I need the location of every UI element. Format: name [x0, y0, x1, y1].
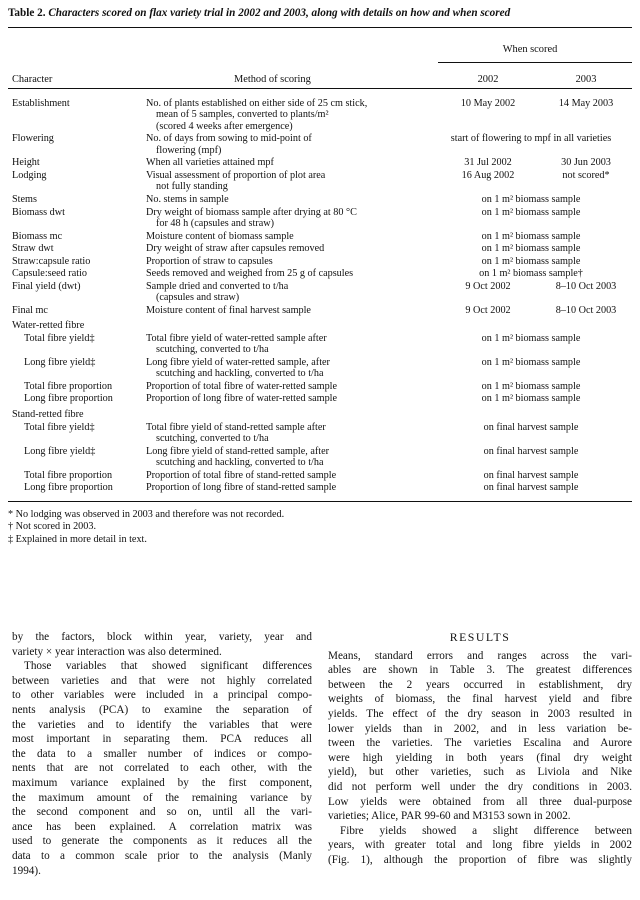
method-line: No. stems in sample — [146, 194, 229, 205]
right-text-line: lower yields than in 2002, and in less variation be- — [328, 722, 632, 735]
left-text-line: used to generate the components as it reduces all the — [12, 835, 312, 848]
right-text-line: were high yielding in both years (final dry weight — [328, 751, 632, 764]
row-method — [146, 393, 337, 404]
left-text-line: nents that are not correlated to each other, with the — [12, 762, 312, 775]
table-label: Table 2. — [8, 7, 46, 19]
method-line: Visual assessment of proportion of plot area — [146, 170, 326, 181]
row-character: Final yield (dwt) — [12, 281, 81, 292]
method-line: Total fibre yield of stand-retted sample after — [146, 421, 326, 433]
method-line: scutching and hackling, converted to t/ha — [156, 367, 324, 379]
right-text-line: Fibre yields showed a slight difference between — [340, 824, 632, 837]
row-method — [146, 333, 327, 356]
left-text-line: ance has been explained. A correlation matrix was — [12, 820, 312, 833]
method-line: Moisture content of biomass sample — [146, 230, 294, 242]
row-method — [146, 470, 336, 481]
method-line: for 48 h (capsules and straw) — [156, 218, 274, 229]
right-text-column — [328, 630, 632, 868]
left-text-line: the data to a smaller number of indices or compo- — [12, 747, 312, 760]
left-text-line: data to a common scale prior to the analysis (Manly — [12, 849, 312, 862]
right-text-line: Low yields were obtained from all three dual-purpose — [328, 795, 632, 808]
row-when-scored: on final harvest sample — [483, 482, 579, 494]
left-text-line: to other variables were included in a principal compo- — [12, 689, 312, 702]
row-character: Establishment — [12, 98, 70, 109]
row-when-scored: on final harvest sample — [483, 445, 579, 457]
row-character: Total fibre yield‡ — [24, 421, 95, 433]
method-line: Proportion of straw to capsules — [146, 255, 273, 267]
row-method — [146, 305, 311, 316]
row-method — [146, 422, 326, 445]
row-when-scored: on 1 m² biomass sample — [481, 393, 581, 405]
left-text-line: by the factors, block within year, variety, year and — [12, 631, 312, 643]
method-line: (scored 4 weeks after emergence) — [156, 120, 293, 132]
row-character: Stems — [12, 194, 37, 205]
left-text-line: variety × year interaction was also determined. — [12, 645, 222, 658]
method-line: scutching, converted to t/ha — [156, 343, 269, 355]
row-character: Long fibre proportion — [24, 393, 113, 405]
left-text-line: the varieties and to identify the variables that were — [12, 718, 312, 731]
left-text-line: the second component and so on, until all the vari- — [12, 806, 312, 819]
row-when-scored: on 1 m² biomass sample — [481, 243, 581, 255]
row-method — [146, 381, 337, 392]
method-line: When all varieties attained mpf — [146, 157, 274, 169]
table-top-rule — [8, 27, 632, 28]
row-2002: 9 Oct 2002 — [465, 281, 511, 292]
method-line: Proportion of long fibre of stand-retted sample — [146, 482, 337, 494]
right-text-line: did not perform well under the dry conditions in 2003. — [328, 780, 632, 793]
row-method — [146, 268, 353, 279]
row-character: Straw dwt — [12, 243, 54, 255]
row-method — [146, 446, 329, 469]
method-line: Dry weight of biomass sample after drying at 80 °C — [146, 206, 357, 218]
group-water-title: Water-retted fibre — [12, 319, 85, 331]
row-character: Biomass mc — [12, 230, 63, 242]
row-when-scored: on 1 m² biomass sample — [481, 332, 581, 344]
row-character: Biomass dwt — [12, 206, 65, 218]
row-when-scored: on 1 m² biomass sample† — [479, 268, 583, 280]
row-2003: 14 May 2003 — [558, 98, 614, 109]
row-character: Long fibre yield‡ — [24, 356, 96, 368]
year-2002-header: 2002 — [477, 74, 499, 85]
row-method — [146, 256, 273, 267]
when-scored-rule — [438, 62, 632, 63]
left-text-line: the maximum amount of the remaining variance by — [12, 791, 312, 804]
results-heading: RESULTS — [449, 630, 511, 644]
right-text-line: tween the varieties. The varieties Escalina and Aurore — [328, 737, 632, 750]
row-2003: 30 Jun 2003 — [561, 157, 611, 169]
method-line: flowering (mpf) — [156, 144, 222, 156]
character-header: Character — [12, 74, 53, 85]
table-title: Characters scored on flax variety trial in 2002 and 2003, along with details on how and when scored — [48, 7, 511, 19]
method-line: Proportion of total fibre of water-retted sample — [146, 380, 338, 392]
method-header: Method of scoring — [234, 74, 311, 85]
row-character: Total fibre proportion — [24, 380, 113, 392]
method-line: mean of 5 samples, converted to plants/m² — [156, 109, 329, 121]
method-line: scutching and hackling, converted to t/ha — [156, 457, 324, 468]
row-when-scored: on 1 m² biomass sample — [481, 230, 581, 242]
table-caption — [8, 6, 636, 20]
row-character: Final mc — [12, 305, 48, 316]
group-stand-title: Stand-retted fibre — [12, 408, 84, 420]
row-method — [146, 133, 312, 156]
row-character: Total fibre proportion — [24, 469, 113, 481]
method-line: Dry weight of straw after capsules removed — [146, 243, 325, 255]
row-2002: 9 Oct 2002 — [465, 305, 511, 316]
row-character: Long fibre proportion — [24, 482, 113, 494]
right-text-line: years, with greater total and long fibre yields in 2002 — [328, 839, 632, 852]
right-text-line: weights of biomass, the final harvest yield and fibre — [328, 693, 632, 706]
row-method — [146, 243, 324, 254]
header-bottom-rule — [8, 88, 632, 89]
left-text-line: most important in separating them. PCA reduces all — [12, 733, 312, 746]
row-2003: 8–10 Oct 2003 — [555, 281, 617, 292]
row-method — [146, 170, 325, 193]
footnote: * No lodging was observed in 2003 and therefore was not recorded. — [8, 508, 285, 520]
right-text-line: Means, standard errors and ranges across the vari- — [328, 649, 632, 662]
right-text-line: yield), but other varieties, such as Liviola and Nike — [328, 766, 632, 779]
method-line: scutching, converted to t/ha — [156, 433, 269, 444]
footnote: ‡ Explained in more detail in text. — [8, 533, 147, 545]
row-character: Height — [12, 157, 40, 169]
row-character: Lodging — [12, 170, 47, 181]
row-when-scored: on 1 m² biomass sample — [481, 356, 581, 368]
row-character: Straw:capsule ratio — [12, 255, 91, 267]
right-text-line: varieties; Alice, PAR 99-60 and M3153 sown in 2002. — [328, 810, 571, 823]
row-method — [146, 357, 330, 380]
left-text-line: maximum variance explained by the first component, — [12, 776, 312, 789]
row-method — [146, 98, 367, 132]
row-2002: 10 May 2002 — [460, 98, 516, 109]
row-2003: not scored* — [562, 170, 610, 181]
row-2003: 8–10 Oct 2003 — [555, 305, 617, 316]
left-text-line: Those variables that showed significant differences — [24, 660, 312, 673]
row-when-scored: on 1 m² biomass sample — [481, 194, 581, 205]
right-text-line: yields. The effect of the dry season in 2003 resulted in — [328, 707, 632, 720]
year-2003-header: 2003 — [575, 74, 597, 85]
row-method — [146, 281, 288, 304]
method-line: (capsules and straw) — [156, 292, 240, 304]
row-method — [146, 482, 336, 493]
row-character: Flowering — [12, 133, 54, 145]
method-line: Proportion of long fibre of water-retted sample — [146, 393, 338, 405]
row-when-scored: on final harvest sample — [483, 421, 579, 433]
row-when-scored: on 1 m² biomass sample — [481, 206, 581, 218]
row-method — [146, 194, 229, 205]
row-method — [146, 231, 294, 242]
right-text-line: (Fig. 1), although the proportion of fibre was slightly — [328, 853, 632, 866]
when-scored-header: When scored — [502, 44, 558, 55]
row-when-scored: on final harvest sample — [483, 469, 579, 481]
method-line: Long fibre yield of stand-retted sample, after — [146, 445, 330, 457]
footnote: † Not scored in 2003. — [8, 521, 96, 533]
row-character: Long fibre yield‡ — [24, 445, 96, 457]
left-text-line: between varieties and that were not highly correlated — [12, 674, 312, 687]
method-line: Seeds removed and weighed from 25 g of capsules — [146, 268, 354, 280]
method-line: Sample dried and converted to t/ha — [146, 281, 289, 292]
method-line: Long fibre yield of water-retted sample, after — [146, 356, 330, 368]
row-method — [146, 157, 274, 168]
row-2002: 16 Aug 2002 — [461, 170, 515, 181]
table-bottom-rule — [8, 501, 632, 502]
method-line: Moisture content of final harvest sample — [146, 305, 311, 316]
method-line: No. of days from sowing to mid-point of — [146, 133, 312, 145]
row-character: Total fibre yield‡ — [24, 332, 95, 344]
left-text-line: nents analysis (PCA) to examine the separation of — [12, 703, 312, 716]
method-line: No. of plants established on either side of 25 cm stick, — [146, 98, 368, 109]
row-character: Capsule:seed ratio — [12, 268, 87, 280]
left-text-line: 1994). — [12, 864, 41, 877]
row-2002: 31 Jul 2002 — [464, 157, 512, 169]
right-text-line: ables are shown in Table 3. The greatest differences — [328, 664, 632, 677]
row-method — [146, 207, 357, 230]
method-line: Proportion of total fibre of stand-retted sample — [146, 469, 337, 481]
method-line: not fully standing — [156, 181, 228, 193]
row-when-scored: on 1 m² biomass sample — [481, 255, 581, 267]
left-text-column — [12, 630, 312, 878]
row-when-scored: on 1 m² biomass sample — [481, 380, 581, 392]
right-text-line: between the 2 years occurred in establishment, dry — [328, 678, 632, 691]
method-line: Total fibre yield of water-retted sample after — [146, 332, 327, 344]
row-when-scored: start of flowering to mpf in all varieties — [450, 133, 612, 145]
